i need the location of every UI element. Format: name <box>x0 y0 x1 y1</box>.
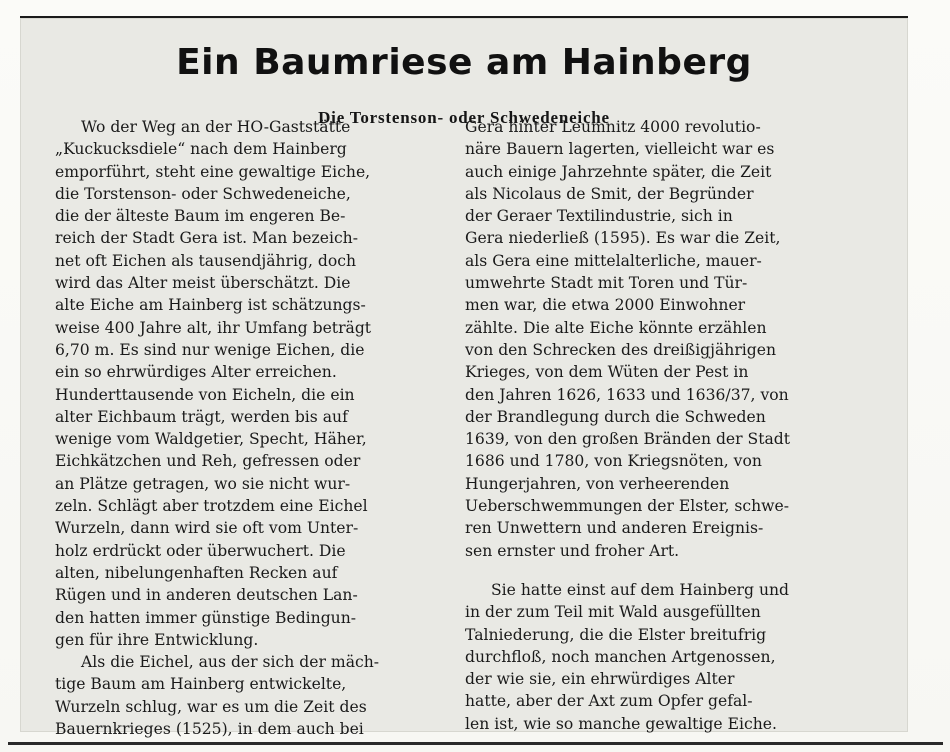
text-line: Sie hatte einst auf dem Hainberg und <box>491 580 790 599</box>
text-line: Hunderttausende von Eicheln, die ein <box>55 385 355 404</box>
text-line: sen ernster und froher Art. <box>465 541 680 560</box>
text-line: 6,70 m. Es sind nur wenige Eichen, die <box>55 340 365 359</box>
text-line: 1639, von den großen Bränden der Stadt <box>465 430 791 449</box>
text-line: Hungerjahren, von verheerenden <box>465 474 730 493</box>
article-headline: Ein Baumriese am Hainberg <box>176 42 752 83</box>
right-text-column <box>465 116 897 735</box>
text-line: ren Unwettern und anderen Ereignis- <box>465 519 764 538</box>
text-line: alten, nibelungenhaften Recken auf <box>55 563 338 582</box>
text-line: wenige vom Waldgetier, Specht, Häher, <box>55 430 367 449</box>
newspaper-clipping <box>20 16 908 739</box>
text-line: holz erdrückt oder überwuchert. Die <box>55 541 346 560</box>
text-line: alter Eichbaum trägt, werden bis auf <box>55 407 348 426</box>
text-line: emporführt, steht eine gewaltige Eiche, <box>55 162 371 181</box>
text-line: reich der Stadt Gera ist. Man bezeich- <box>55 229 358 248</box>
text-line: gen für ihre Entwicklung. <box>55 630 259 649</box>
text-line: der wie sie, ein ehrwürdiges Alter <box>465 670 735 689</box>
text-line: durchfloß, noch manchen Artgenossen, <box>465 647 776 666</box>
text-line: ein so ehrwürdiges Alter erreichen. <box>55 363 337 382</box>
text-line: Krieges, von dem Wüten der Pest in <box>465 363 749 382</box>
text-line: hatte, aber der Axt zum Opfer gefal- <box>465 692 753 711</box>
text-line: als Gera eine mittelalterliche, mauer- <box>465 251 762 270</box>
text-line: den hatten immer günstige Bedingun- <box>55 608 357 627</box>
text-line: weise 400 Jahre alt, ihr Umfang beträgt <box>55 318 372 337</box>
text-line: 1686 und 1780, von Kriegsnöten, von <box>465 452 762 471</box>
text-line: zählte. Die alte Eiche könnte erzählen <box>465 318 767 337</box>
text-line: Wurzeln schlug, war es um die Zeit des <box>55 697 367 716</box>
text-line: der Brandlegung durch die Schweden <box>465 407 766 426</box>
text-line: den Jahren 1626, 1633 und 1636/37, von <box>465 385 789 404</box>
text-line: von den Schrecken des dreißigjährigen <box>465 340 777 359</box>
text-line: Ueberschwemmungen der Elster, schwe- <box>465 497 790 516</box>
text-line: Talniederung, die die Elster breitufrig <box>465 625 767 644</box>
text-line: in der zum Teil mit Wald ausgefüllten <box>465 603 761 622</box>
text-line: Gera hinter Leumnitz 4000 revolutio- <box>465 118 761 136</box>
text-line: len ist, wie so manche gewaltige Eiche. <box>465 714 777 733</box>
text-line: Wurzeln, dann wird sie oft vom Unter- <box>55 519 359 538</box>
bottom-divider <box>8 742 943 745</box>
text-line: „Kuckucksdiele“ nach dem Hainberg <box>55 140 347 159</box>
left-text-column <box>55 116 467 740</box>
text-line: Eichkätzchen und Reh, gefressen oder <box>55 452 361 471</box>
text-line: die der älteste Baum im engeren Be- <box>55 207 346 226</box>
text-line: Als die Eichel, aus der sich der mäch- <box>81 653 380 672</box>
text-line: men war, die etwa 2000 Einwohner <box>465 296 746 315</box>
text-line: die Torstenson- oder Schwedeneiche, <box>55 184 351 203</box>
paragraph-gap <box>465 562 897 579</box>
text-line: zeln. Schlägt aber trotzdem eine Eichel <box>55 497 368 516</box>
text-line: alte Eiche am Hainberg ist schätzungs- <box>55 296 366 315</box>
text-line: net oft Eichen als tausendjährig, doch <box>55 251 357 270</box>
text-line: näre Bauern lagerten, vielleicht war es <box>465 140 775 159</box>
text-line: Gera niederließ (1595). Es war die Zeit, <box>465 229 781 248</box>
text-line: Wo der Weg an der HO-Gaststätte <box>81 118 351 136</box>
text-line: auch einige Jahrzehnte später, die Zeit <box>465 162 772 181</box>
text-line: tige Baum am Hainberg entwickelte, <box>55 675 347 694</box>
text-line: umwehrte Stadt mit Toren und Tür- <box>465 274 748 293</box>
article-subheadline: Die Torstenson- oder Schwedeneiche <box>318 108 610 127</box>
text-line: an Plätze getragen, wo sie nicht wur- <box>55 474 351 493</box>
text-line: als Nicolaus de Smit, der Begründer <box>465 184 754 203</box>
text-line: Rügen und in anderen deutschen Lan- <box>55 586 358 605</box>
text-line: wird das Alter meist überschätzt. Die <box>55 274 351 293</box>
text-line: der Geraer Textilindustrie, sich in <box>465 207 733 226</box>
text-line: Bauernkrieges (1525), in dem auch bei <box>55 720 364 739</box>
